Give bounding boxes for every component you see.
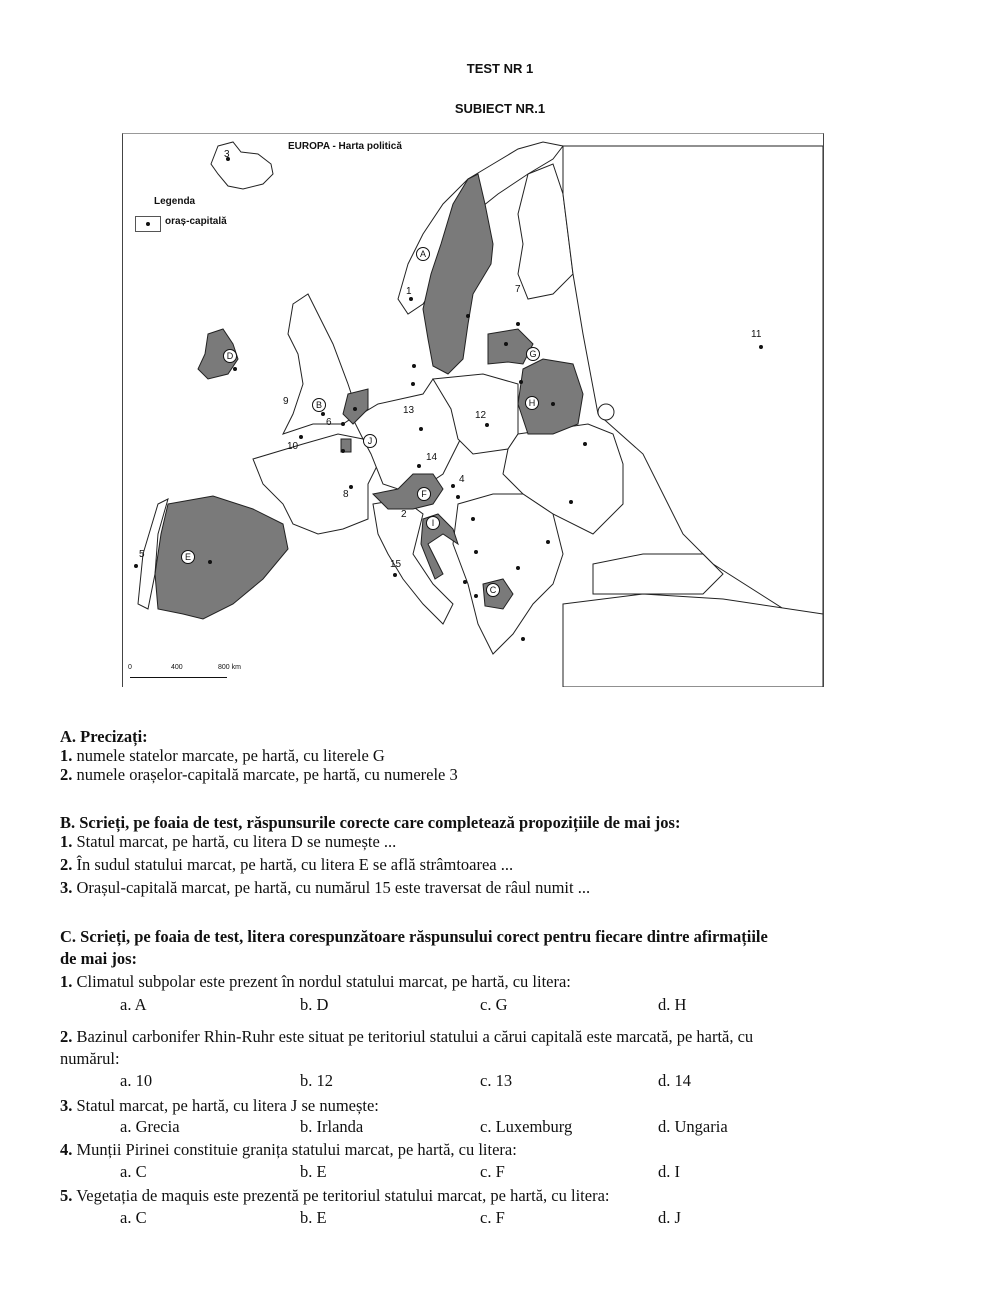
- map-letter-D: D: [223, 349, 237, 363]
- q3-option-d: d. Ungaria: [658, 1117, 728, 1136]
- q1-option-a: a. A: [120, 995, 147, 1014]
- q2-option-b: b. 12: [300, 1071, 333, 1090]
- map-letter-H: H: [525, 396, 539, 410]
- question-2: 2. Bazinul carbonifer Rhin-Ruhr este situat pe teritoriul statului a cărui capitală este marcată, pe hartă, cu: [60, 1027, 754, 1046]
- map-outline-drawing: [123, 134, 823, 687]
- map-number-6: 6: [326, 417, 332, 428]
- map-number-13: 13: [403, 405, 415, 416]
- q2-option-a: a. 10: [120, 1071, 153, 1090]
- section-a-title: A. Precizați:: [60, 727, 148, 746]
- section-b-title: B. Scrieți, pe foaia de test, răspunsurile corecte care completează propozițiile de mai jos:: [60, 813, 681, 832]
- q3-option-c: c. Luxemburg: [480, 1117, 573, 1136]
- map-number-5: 5: [139, 549, 145, 560]
- map-number-2: 2: [401, 509, 407, 520]
- q5-option-a: a. C: [120, 1208, 147, 1227]
- map-letter-J: J: [363, 434, 377, 448]
- q5-option-d: d. J: [658, 1208, 681, 1227]
- map-letter-F: F: [417, 487, 431, 501]
- q1-option-c: c. G: [480, 995, 508, 1014]
- legend-title: Legenda: [154, 196, 196, 207]
- map-letter-G: G: [526, 347, 540, 361]
- test-title: TEST NR 1: [466, 61, 534, 76]
- question-5: 5. Vegetația de maquis este prezentă pe teritoriul statului marcat, pe hartă, cu litera:: [60, 1186, 610, 1205]
- section-c-title-line2: de mai jos:: [60, 949, 137, 968]
- section-b-item-3: 3. Orașul-capitală marcat, pe hartă, cu numărul 15 este traversat de râul numit ...: [60, 878, 591, 897]
- map-letter-I: I: [426, 516, 440, 530]
- map-number-3: 3: [224, 149, 230, 160]
- scale-800: 800 km: [218, 664, 241, 671]
- q5-option-b: b. E: [300, 1208, 327, 1227]
- map-title: EUROPA - Harta politică: [288, 141, 402, 152]
- map-number-9: 9: [283, 396, 289, 407]
- legend-label-capital: oraș-capitală: [165, 216, 227, 227]
- question-2-cont: numărul:: [60, 1049, 120, 1068]
- map-number-4: 4: [459, 474, 465, 485]
- scale-0: 0: [128, 664, 132, 671]
- section-c-title-line1: C. Scrieți, pe foaia de test, litera corespunzătoare răspunsului corect pentru fiecare dintre afirmațiile: [60, 927, 768, 946]
- question-1: 1. Climatul subpolar este prezent în nordul statului marcat, pe hartă, cu litera:: [60, 972, 571, 991]
- map-number-10: 10: [287, 441, 299, 452]
- legend-symbol-box: [135, 216, 161, 232]
- q3-option-b: b. Irlanda: [300, 1117, 364, 1136]
- europe-political-map: [122, 133, 824, 687]
- map-number-8: 8: [343, 489, 349, 500]
- map-letter-C: C: [486, 583, 500, 597]
- map-number-15: 15: [390, 559, 402, 570]
- scale-bar: [130, 677, 227, 678]
- capital-dot-icon: [146, 222, 150, 226]
- q4-option-c: c. F: [480, 1162, 505, 1181]
- q2-option-c: c. 13: [480, 1071, 513, 1090]
- q3-option-a: a. Grecia: [120, 1117, 180, 1136]
- question-3: 3. Statul marcat, pe hartă, cu litera J se numește:: [60, 1096, 379, 1115]
- map-number-12: 12: [475, 410, 487, 421]
- scale-400: 400: [171, 664, 183, 671]
- map-number-11: 11: [751, 329, 762, 340]
- q2-option-d: d. 14: [658, 1071, 691, 1090]
- q4-option-a: a. C: [120, 1162, 147, 1181]
- section-b-item-2: 2. În sudul statului marcat, pe hartă, cu litera E se află strâmtoarea ...: [60, 855, 514, 874]
- q4-option-d: d. I: [658, 1162, 680, 1181]
- question-4: 4. Munții Pirinei constituie granița statului marcat, pe hartă, cu litera:: [60, 1140, 517, 1159]
- map-letter-E: E: [181, 550, 195, 564]
- q4-option-b: b. E: [300, 1162, 327, 1181]
- map-letter-B: B: [312, 398, 326, 412]
- map-number-14: 14: [426, 452, 438, 463]
- q5-option-c: c. F: [480, 1208, 505, 1227]
- q1-option-d: d. H: [658, 995, 687, 1014]
- section-a-item-1: 1. numele statelor marcate, pe hartă, cu literele G: [60, 746, 385, 765]
- section-b-item-1: 1. Statul marcat, pe hartă, cu litera D se numește ...: [60, 832, 397, 851]
- map-number-7: 7: [515, 284, 521, 295]
- q1-option-b: b. D: [300, 995, 329, 1014]
- map-number-1: 1: [406, 286, 412, 297]
- map-letter-A: A: [416, 247, 430, 261]
- subject-title: SUBIECT NR.1: [454, 101, 546, 116]
- section-a-item-2: 2. numele orașelor-capitală marcate, pe hartă, cu numerele 3: [60, 765, 458, 784]
